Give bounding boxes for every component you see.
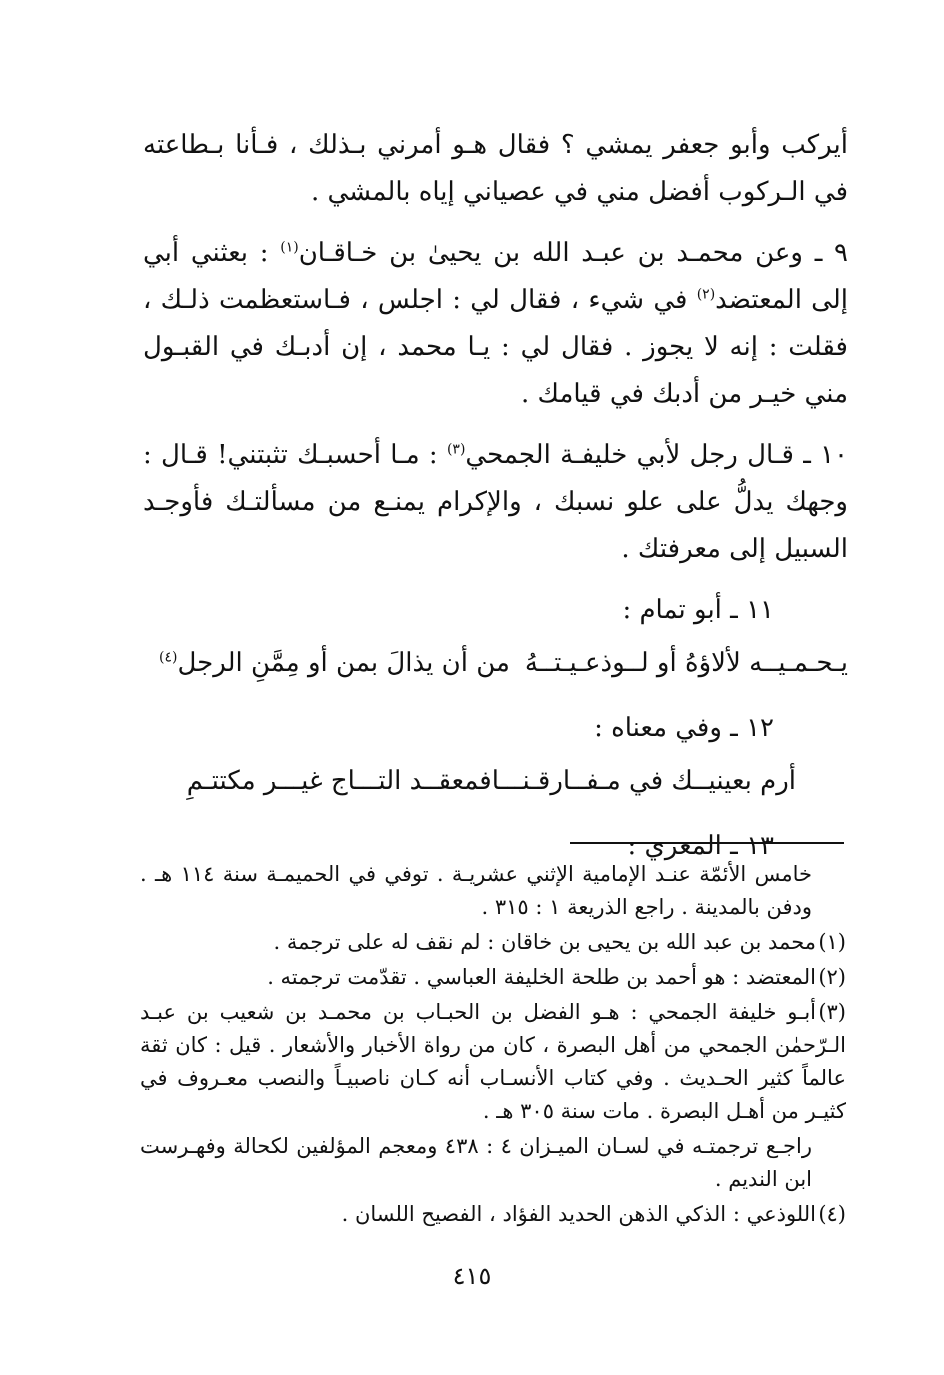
footnote-2-text: المعتضد : هو أحمد بن طلحة الخليفة العباسي . تقدّمت ترجمته .: [267, 965, 816, 989]
verse-12-second-hemistich: فمعقــد التـــاج غيـــر مكتتـمِ: [186, 766, 492, 796]
footnote-4-number: (٤): [818, 1202, 846, 1226]
footnote-3-text: أبـو خليفة الجمحي : هـو الفضل بن الحبـاب بن محمـد بن شعيب بن عبـد الـرّحمٰن الجمحي من أهل البصرة ، كان من رواة الأخبار والأشعار . قيل : كان ثقة عالماً كثير الحـديث . وفي كتاب الأنسـاب أنه كـان ناصبيـاً والنصب معـروف في كثيـر من أهـل البصرة . مات سنة ٣٠٥ هـ .: [140, 1000, 846, 1123]
footnote-ref-4: (٤): [159, 649, 178, 666]
page-number: ٤١٥: [452, 1262, 492, 1290]
footnote-1-text: محمد بن عبد الله بن يحيى بن خاقان : لم نقف له على ترجمة .: [273, 930, 816, 954]
p10-text-b: : مـا أحسبـك تثبتني! قـال : وجهك يدلُّ على علو نسبك ، والإكرام يمنـع من مسألتـك فأوجـد السبيل إلى معرفتك .: [143, 440, 848, 564]
footnote-1: [140, 926, 846, 959]
verse-12: [143, 758, 848, 805]
footnote-3-number: (٣): [818, 1000, 846, 1024]
verse-11-second-hemistich: من أن يذالَ بمن أو مِمَّنِ الرجل$^{(٤)}$: [159, 648, 510, 678]
p9-text-a: ٩ ـ وعن محمـد بن عبـد الله بن يحيىٰ بن خـاقـان: [298, 238, 849, 268]
verse-11-first-hemistich: يـحـمـيــه لألاؤهُ أو لــوذعـيـتــهُ: [524, 648, 848, 678]
paragraph-10: [143, 432, 848, 573]
heading-13: ١٣ ـ المعري :: [627, 831, 774, 861]
footnote-3: [140, 996, 846, 1128]
footnote-3-reference: راجـع ترجمتـه في لسـان الميـزان ٤ : ٤٣٨ ومعجم المؤلفين لكحالة وفهـرست ابن النديم .: [140, 1134, 812, 1191]
footnote-2-number: (٢): [818, 965, 846, 989]
main-text: [143, 122, 848, 874]
paragraph-9: [143, 230, 848, 418]
paragraph-continuation: أيركب وأبو جعفر يمشي ؟ فقال هـو أمرني بـذلك ، فـأنا بـطاعته في الـركوب أفضل مني في عصياني إياه بالمشي .: [143, 130, 848, 207]
footnote-continuation: خامس الأئمّة عنـد الإمامية الإثني عشريـة . توفي في الحميمـة سنة ١١٤ هـ . ودفن بالمدينة . راجع الذريعة ١ : ٣١٥ .: [140, 862, 812, 919]
footnotes: [140, 858, 846, 1233]
heading-11: ١١ ـ أبو تمام :: [622, 595, 774, 625]
footnote-ref-3: (٣): [446, 441, 466, 458]
footnote-4: [140, 1198, 846, 1231]
footnote-4-text: اللوذعي : الذكي الذهن الحديد الفؤاد ، الفصيح اللسان .: [341, 1202, 816, 1226]
verse-11: [143, 640, 848, 687]
footnote-2: [140, 961, 846, 994]
footnote-ref-2: (٢): [696, 286, 716, 303]
footnote-separator: [570, 842, 844, 844]
verse-12-first-hemistich: أرم بعينيــك في مـفــارقـنـــا: [491, 766, 796, 796]
heading-12: ١٢ ـ وفي معناه :: [594, 713, 774, 743]
footnote-ref-1: (١): [280, 239, 299, 256]
p10-text-a: ١٠ ـ قـال رجل لأبي خليفـة الجمحي: [465, 440, 848, 470]
p9-text-c: في شيء ، فقال لي : اجلس ، فـاستعظمت ذلـك ، فقلت : إنه لا يجوز . فقال لي : يـا محمد ، إن أدبـك في القبـول مني خيـر من أدبك في قيامك .: [143, 285, 848, 409]
footnote-1-number: (١): [818, 930, 846, 954]
p9-text-b: : بعثني أبي إلى المعتضد: [143, 238, 848, 315]
